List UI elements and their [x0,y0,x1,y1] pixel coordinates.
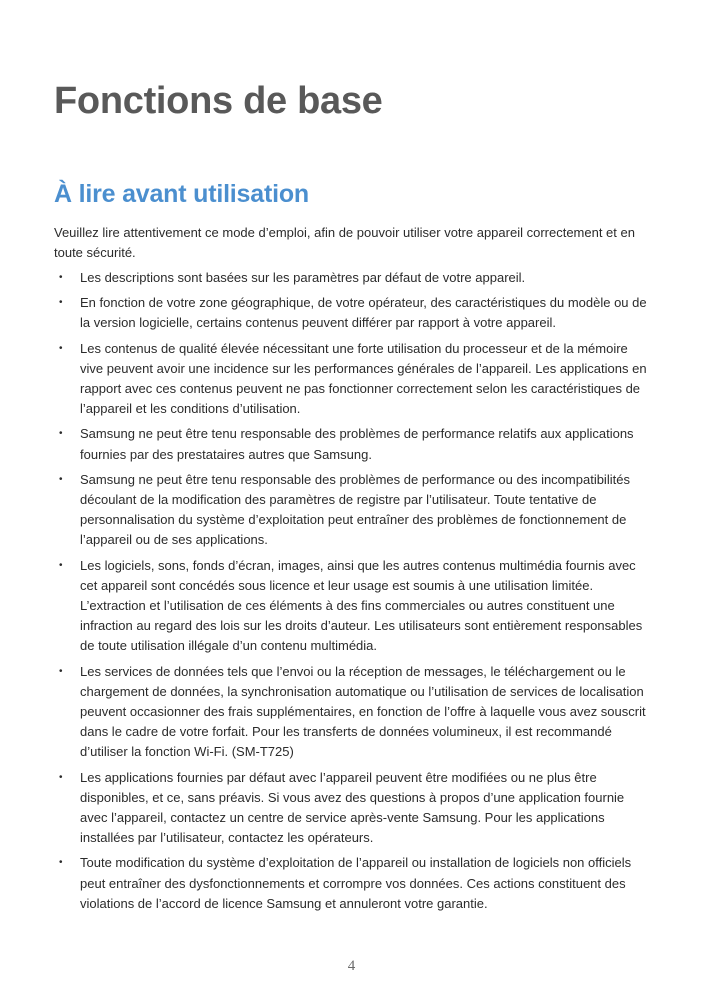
bullet-icon: • [59,342,63,354]
bullet-icon: • [59,473,63,485]
list-item-text: Les descriptions sont basées sur les paramètres par défaut de votre appareil. [80,270,526,285]
bullet-icon: • [59,665,63,677]
bullet-icon: • [59,272,63,283]
bullet-icon: • [59,559,63,571]
intro-paragraph: Veuillez lire attentivement ce mode d’emploi, afin de pouvoir utiliser votre appareil correctement et en toute sécurité. [54,225,635,260]
list-item-text: Les services de données tels que l’envoi ou la réception de messages, le téléchargement ou le chargement de données, la synchronisation automatique ou l’utilisation de services de localisation peuvent occasionner des frais supplémentaires, en fonction de l’offre à laquelle vous avez souscrit dans le cadre de votre forfait. Pour les transferts de données volumineux, il est recommandé d’utiliser la fonction Wi-Fi. (SM-T725) [80,663,646,760]
list-item-text: Toute modification du système d’exploitation de l’appareil ou installation de logiciels non officiels peut entraîner des dysfonctionnements et corrompre vos données. Ces actions constituent des violations de l’accord de licence Samsung et annuleront votre garantie. [80,855,632,911]
list-item [54,293,654,333]
bullet-icon: • [59,857,63,869]
page-title: Fonctions de base [54,80,383,122]
list-item [54,768,654,849]
list-item [54,339,654,420]
list-item-text: Samsung ne peut être tenu responsable des problèmes de performance relatifs aux applications fournies par des prestataires autres que Samsung. [80,426,634,462]
list-item-text: Les applications fournies par défaut avec l’appareil peuvent être modifiées ou ne plus être disponibles, et ce, sans préavis. Si vous avez des questions à propos d’une application fournie avec l’appareil, contactez un centre de service après-vente Samsung. Pour les applications installées par l’utilisateur, contactez les opérateurs. [80,769,625,846]
list-item [54,662,654,763]
bullet-list [54,268,654,919]
list-item [54,268,654,288]
list-item [54,424,654,464]
list-item [54,470,654,551]
list-item [54,853,654,914]
list-item [54,556,654,657]
list-item-text: Samsung ne peut être tenu responsable des problèmes de performance ou des incompatibilités découlant de la modification des paramètres de registre par l’utilisateur. Toute tentative de personnalisation du système d’exploitation peut entraîner des problèmes de fonctionnement de l’appareil ou de ses applications. [80,471,630,548]
list-item-text: Les contenus de qualité élevée nécessitant une forte utilisation du processeur et de la mémoire vive peuvent avoir une incidence sur les performances générales de l’appareil. Les applications en rapport avec ces contenus peuvent ne pas fonctionner correctement selon les caractéristiques de l’appareil et les conditions d’utilisation. [80,340,647,417]
bullet-icon: • [59,428,63,440]
page-number: 4 [347,958,356,974]
list-item-text: En fonction de votre zone géographique, de votre opérateur, des caractéristiques du modèle ou de la version logicielle, certains contenus peuvent différer par rapport à votre appareil. [80,295,647,331]
section-title: À lire avant utilisation [54,180,309,208]
bullet-icon: • [59,297,63,309]
bullet-icon: • [59,771,63,783]
list-item-text: Les logiciels, sons, fonds d’écran, images, ainsi que les autres contenus multimédia fournis avec cet appareil sont concédés sous licence et leur usage est soumis à une utilisation limitée. L’extraction et l’utilisation de ces éléments à des fins commerciales ou autres constituent une infraction au regard des lois sur les droits d’auteur. Les utilisateurs sont entièrement responsables de toute utilisation illégale d’un contenu multimédia. [80,557,643,654]
